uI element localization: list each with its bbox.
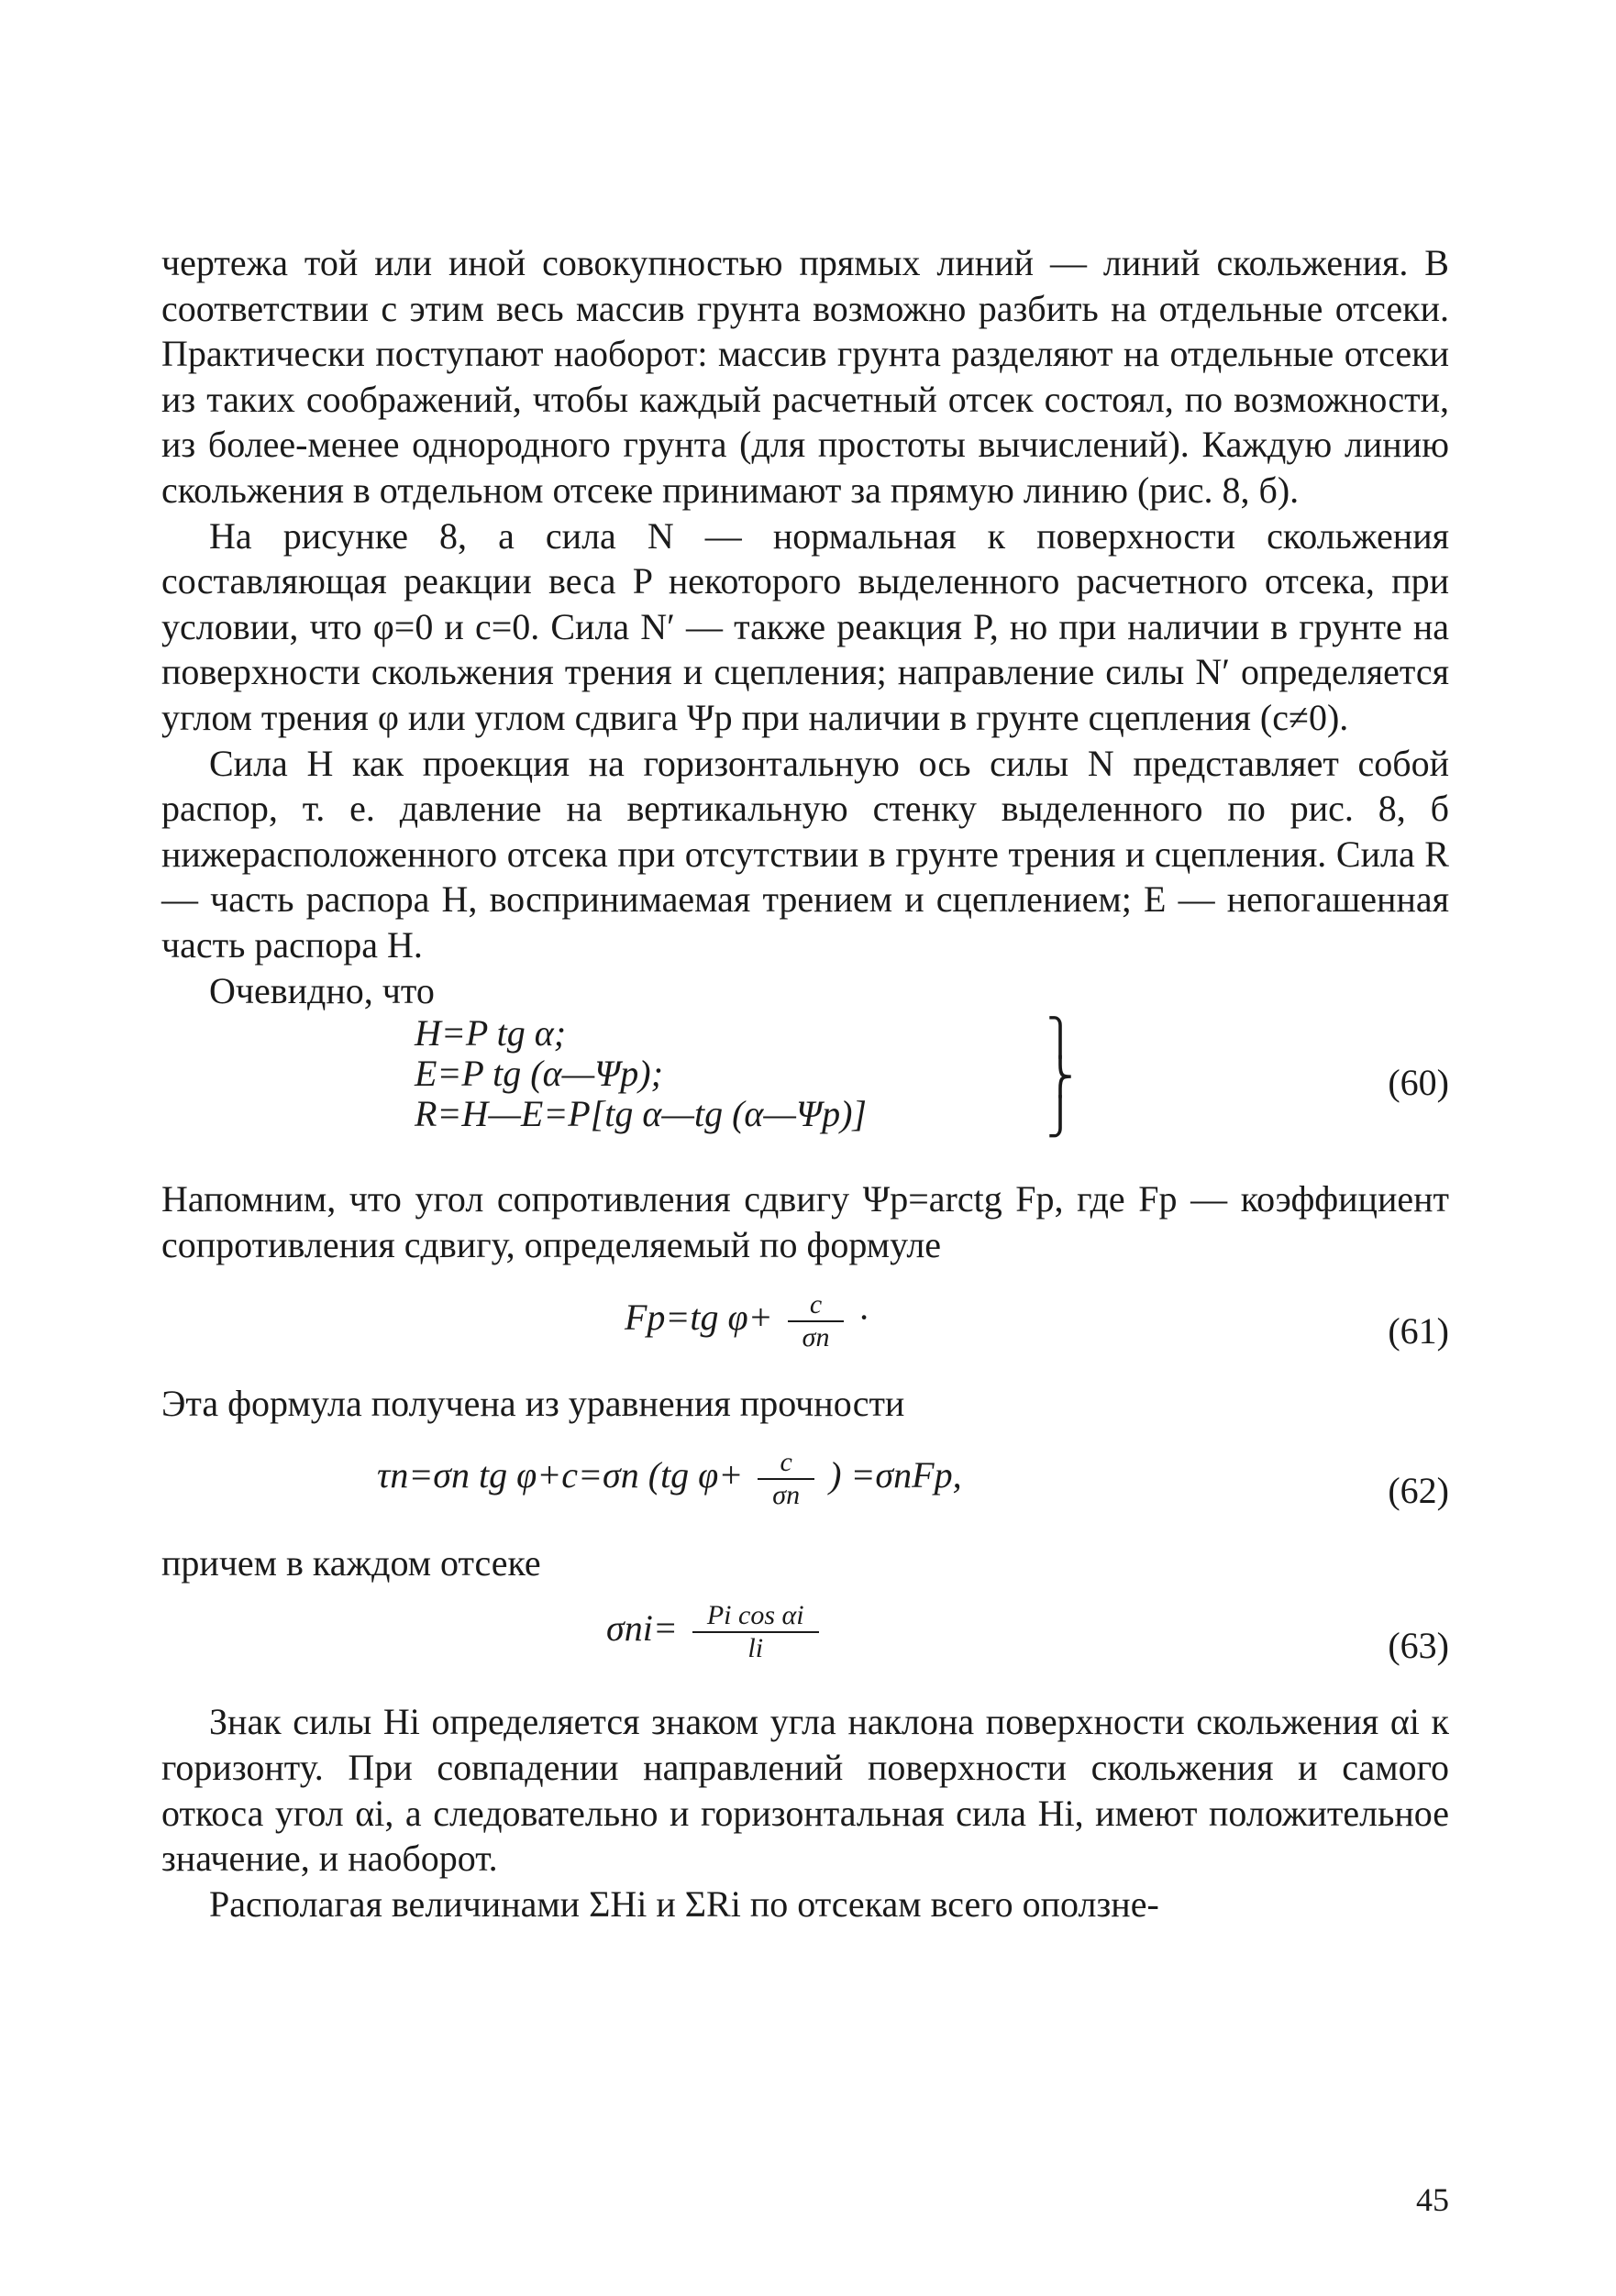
- formula-61: [161, 1273, 1449, 1381]
- formula-lhs: σni=: [606, 1607, 678, 1650]
- fraction-denominator: li: [692, 1631, 819, 1664]
- formula-expression: [625, 1289, 868, 1353]
- formula-line: E=P tg (α—Ψp);: [415, 1053, 663, 1095]
- paragraph: причем в каждом отсеке: [161, 1541, 541, 1584]
- paragraph: Сила H как проекция на горизонтальную ось силы N представляет собой распор, т. е. давление на вертикальную стенку выделенного по рис. 8, б нижерасположенного отсека при отсутствии в грунте трения и сцепления. Сила R — часть распора H, воспринимаемая трением и сцеплением; E — непогашенная часть распора H.: [161, 742, 1449, 966]
- paragraph: Эта формула получена из уравнения прочности: [161, 1383, 905, 1425]
- paragraph: Напомним, что угол сопротивления сдвигу Ψp=arctg Fp, где Fp — коэффициент сопротивления сдвигу, определяемый по формуле: [161, 1178, 1449, 1265]
- formula-60: [161, 1013, 1449, 1176]
- fraction-denominator: σn: [758, 1478, 814, 1511]
- page-number: 45: [1416, 2181, 1449, 2218]
- fraction-numerator: c: [809, 1289, 823, 1320]
- right-brace: ⎫ ⎬ ⎭: [1046, 1017, 1074, 1137]
- formula-line: R=H—E=P[tg α—tg (α—Ψp)]: [415, 1093, 867, 1135]
- formula-rhs: ) =σnFp,: [829, 1454, 962, 1496]
- formula-63: [161, 1589, 1449, 1699]
- paragraph: На рисунке 8, а сила N — нормальная к поверхности скольжения составляющая реакции веса P некоторого выделенного расчетного отсека, при условии, что φ=0 и c=0. Сила N′ — также реакция P, но при наличии в грунте на поверхности скольжения трения и сцепления; направление силы N′ определяется углом трения φ или углом сдвига Ψp при наличии в грунте сцепления (c≠0).: [161, 514, 1449, 738]
- equation-number: (62): [1388, 1469, 1449, 1511]
- formula-tail: ·: [858, 1297, 869, 1339]
- fraction-numerator: Pi cos αi: [706, 1600, 804, 1631]
- fraction-numerator: c: [780, 1446, 792, 1477]
- formula-line: H=P tg α;: [415, 1012, 567, 1054]
- formula-60-lines: [415, 1013, 867, 1134]
- fraction: [692, 1600, 819, 1664]
- fraction: [758, 1447, 814, 1511]
- paragraph: Очевидно, что: [209, 969, 435, 1011]
- equation-number: (61): [1388, 1310, 1449, 1352]
- paragraph: чертежа той или иной совокупностью прямых линий — линий скольжения. В соответствии с этим весь массив грунта возможно разбить на отдельные отсеки. Практически поступают наоборот: массив грунта разделяют на отдельные отсеки из таких соображений, чтобы каждый расчетный отсек состоял, по возможности, из более-менее однородного грунта (для простоты вычислений). Каждую линию скольжения в отдельном отсеке принимают за прямую линию (рис. 8, б).: [161, 242, 1449, 511]
- formula-lhs: τn=σn tg φ+c=σn (tg φ+: [377, 1454, 744, 1496]
- equation-number: (60): [1388, 1062, 1449, 1104]
- paragraph: Располагая величинами ΣHi и ΣRi по отсекам всего оползне-: [209, 1882, 1159, 1925]
- fraction: [788, 1289, 845, 1353]
- formula-expression: [606, 1600, 825, 1664]
- formula-expression: [377, 1447, 962, 1511]
- formula-62: [161, 1430, 1449, 1540]
- paragraph: Знак силы Hi определяется знаком угла наклона поверхности скольжения αi к горизонту. При совпадении направлений поверхности скольжения и самого откоса угол αi, а следовательно и горизонтальная сила Hi, имеют положительное значение, и наоборот.: [161, 1701, 1449, 1880]
- equation-number: (63): [1388, 1625, 1449, 1667]
- page-body: [161, 240, 1449, 1926]
- fraction-denominator: σn: [788, 1320, 845, 1353]
- formula-lhs: Fp=tg φ+: [625, 1297, 773, 1339]
